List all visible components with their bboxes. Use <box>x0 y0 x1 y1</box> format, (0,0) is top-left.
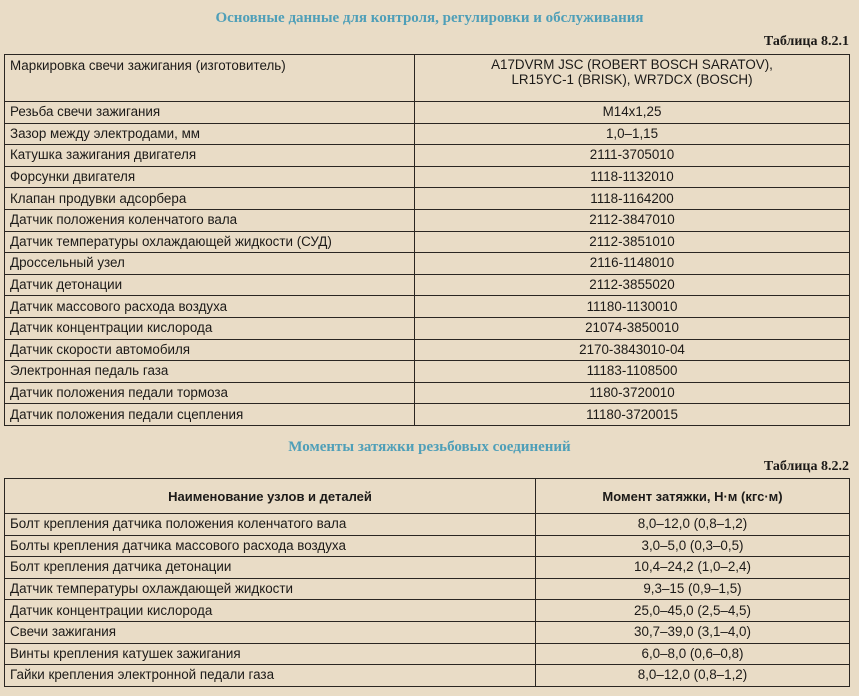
row-name: Датчик положения коленчатого вала <box>5 209 415 231</box>
table-row <box>5 514 850 536</box>
row-value: 2112-3855020 <box>415 274 850 296</box>
table-row <box>5 123 850 145</box>
row-value: 9,3–15 (0,9–1,5) <box>536 578 850 600</box>
column-header-parts: Наименование узлов и деталей <box>5 479 536 514</box>
table-row <box>5 665 850 687</box>
table-row <box>5 209 850 231</box>
row-value: 6,0–8,0 (0,6–0,8) <box>536 643 850 665</box>
row-value: 8,0–12,0 (0,8–1,2) <box>536 665 850 687</box>
row-name: Датчик температуры охлаждающей жидкости (СУД) <box>5 231 415 253</box>
row-value: 1118-1164200 <box>415 188 850 210</box>
table-row <box>5 535 850 557</box>
spark-plug-marking-label: Маркировка свечи зажигания (изготовитель) <box>5 55 415 102</box>
row-name: Болт крепления датчика положения коленчатого вала <box>5 514 536 536</box>
torque-table <box>4 478 850 687</box>
table-row <box>5 361 850 383</box>
row-value: 2170-3843010-04 <box>415 339 850 361</box>
column-header-torque: Момент затяжки, Н·м (кгс·м) <box>536 479 850 514</box>
row-value: 8,0–12,0 (0,8–1,2) <box>536 514 850 536</box>
row-name: Резьба свечи зажигания <box>5 102 415 124</box>
spark-plug-marking-value <box>415 55 850 102</box>
row-value: 10,4–24,2 (1,0–2,4) <box>536 557 850 579</box>
table-row <box>5 274 850 296</box>
table-row <box>5 339 850 361</box>
row-name: Форсунки двигателя <box>5 166 415 188</box>
table-row <box>5 382 850 404</box>
row-value: 2112-3851010 <box>415 231 850 253</box>
table-8-2-2-label: Таблица 8.2.2 <box>763 459 849 474</box>
table-row <box>5 317 850 339</box>
row-value: 2112-3847010 <box>415 209 850 231</box>
table-row <box>5 600 850 622</box>
table-row <box>5 643 850 665</box>
row-value: 2116-1148010 <box>415 253 850 275</box>
value-line: LR15YC-1 (BRISK), WR7DCX (BOSCH) <box>511 72 753 87</box>
row-name: Гайки крепления электронной педали газа <box>5 665 536 687</box>
table-row <box>5 404 850 426</box>
row-value: 1180-3720010 <box>415 382 850 404</box>
table-row <box>5 55 850 102</box>
row-name: Катушка зажигания двигателя <box>5 145 415 167</box>
table-row <box>5 102 850 124</box>
row-name: Датчик температуры охлаждающей жидкости <box>5 578 536 600</box>
row-name: Датчик положения педали сцепления <box>5 404 415 426</box>
row-name: Болт крепления датчика детонации <box>5 557 536 579</box>
row-name: Болты крепления датчика массового расхода воздуха <box>5 535 536 557</box>
row-name: Зазор между электродами, мм <box>5 123 415 145</box>
row-name: Клапан продувки адсорбера <box>5 188 415 210</box>
row-name: Датчик массового расхода воздуха <box>5 296 415 318</box>
row-name: Датчик скорости автомобиля <box>5 339 415 361</box>
row-name: Датчик положения педали тормоза <box>5 382 415 404</box>
row-name: Датчик концентрации кислорода <box>5 317 415 339</box>
table-row <box>5 253 850 275</box>
section1-title: Основные данные для контроля, регулировки и обслуживания <box>215 10 644 26</box>
table-8-2-1-label: Таблица 8.2.1 <box>763 34 849 49</box>
row-value: 1118-1132010 <box>415 166 850 188</box>
table-row <box>5 296 850 318</box>
table-row <box>5 578 850 600</box>
table-row <box>5 621 850 643</box>
table-row <box>5 188 850 210</box>
table-row <box>5 145 850 167</box>
row-value: 11180-1130010 <box>415 296 850 318</box>
control-data-table <box>4 54 850 426</box>
row-value: 3,0–5,0 (0,3–0,5) <box>536 535 850 557</box>
row-value: 30,7–39,0 (3,1–4,0) <box>536 621 850 643</box>
row-name: Винты крепления катушек зажигания <box>5 643 536 665</box>
row-value: 1,0–1,15 <box>415 123 850 145</box>
row-value: 11183-1108500 <box>415 361 850 383</box>
row-value: 25,0–45,0 (2,5–4,5) <box>536 600 850 622</box>
table-row <box>5 166 850 188</box>
row-name: Электронная педаль газа <box>5 361 415 383</box>
row-name: Датчик детонации <box>5 274 415 296</box>
value-line: A17DVRM JSC (ROBERT BOSCH SARATOV), <box>491 57 773 72</box>
row-value: 21074-3850010 <box>415 317 850 339</box>
row-value: 2111-3705010 <box>415 145 850 167</box>
row-name: Датчик концентрации кислорода <box>5 600 536 622</box>
section2-title: Моменты затяжки резьбовых соединений <box>288 439 571 455</box>
table-header-row <box>5 479 850 514</box>
row-name: Дроссельный узел <box>5 253 415 275</box>
row-value: M14x1,25 <box>415 102 850 124</box>
table-row <box>5 557 850 579</box>
row-value: 11180-3720015 <box>415 404 850 426</box>
table-row <box>5 231 850 253</box>
row-name: Свечи зажигания <box>5 621 536 643</box>
